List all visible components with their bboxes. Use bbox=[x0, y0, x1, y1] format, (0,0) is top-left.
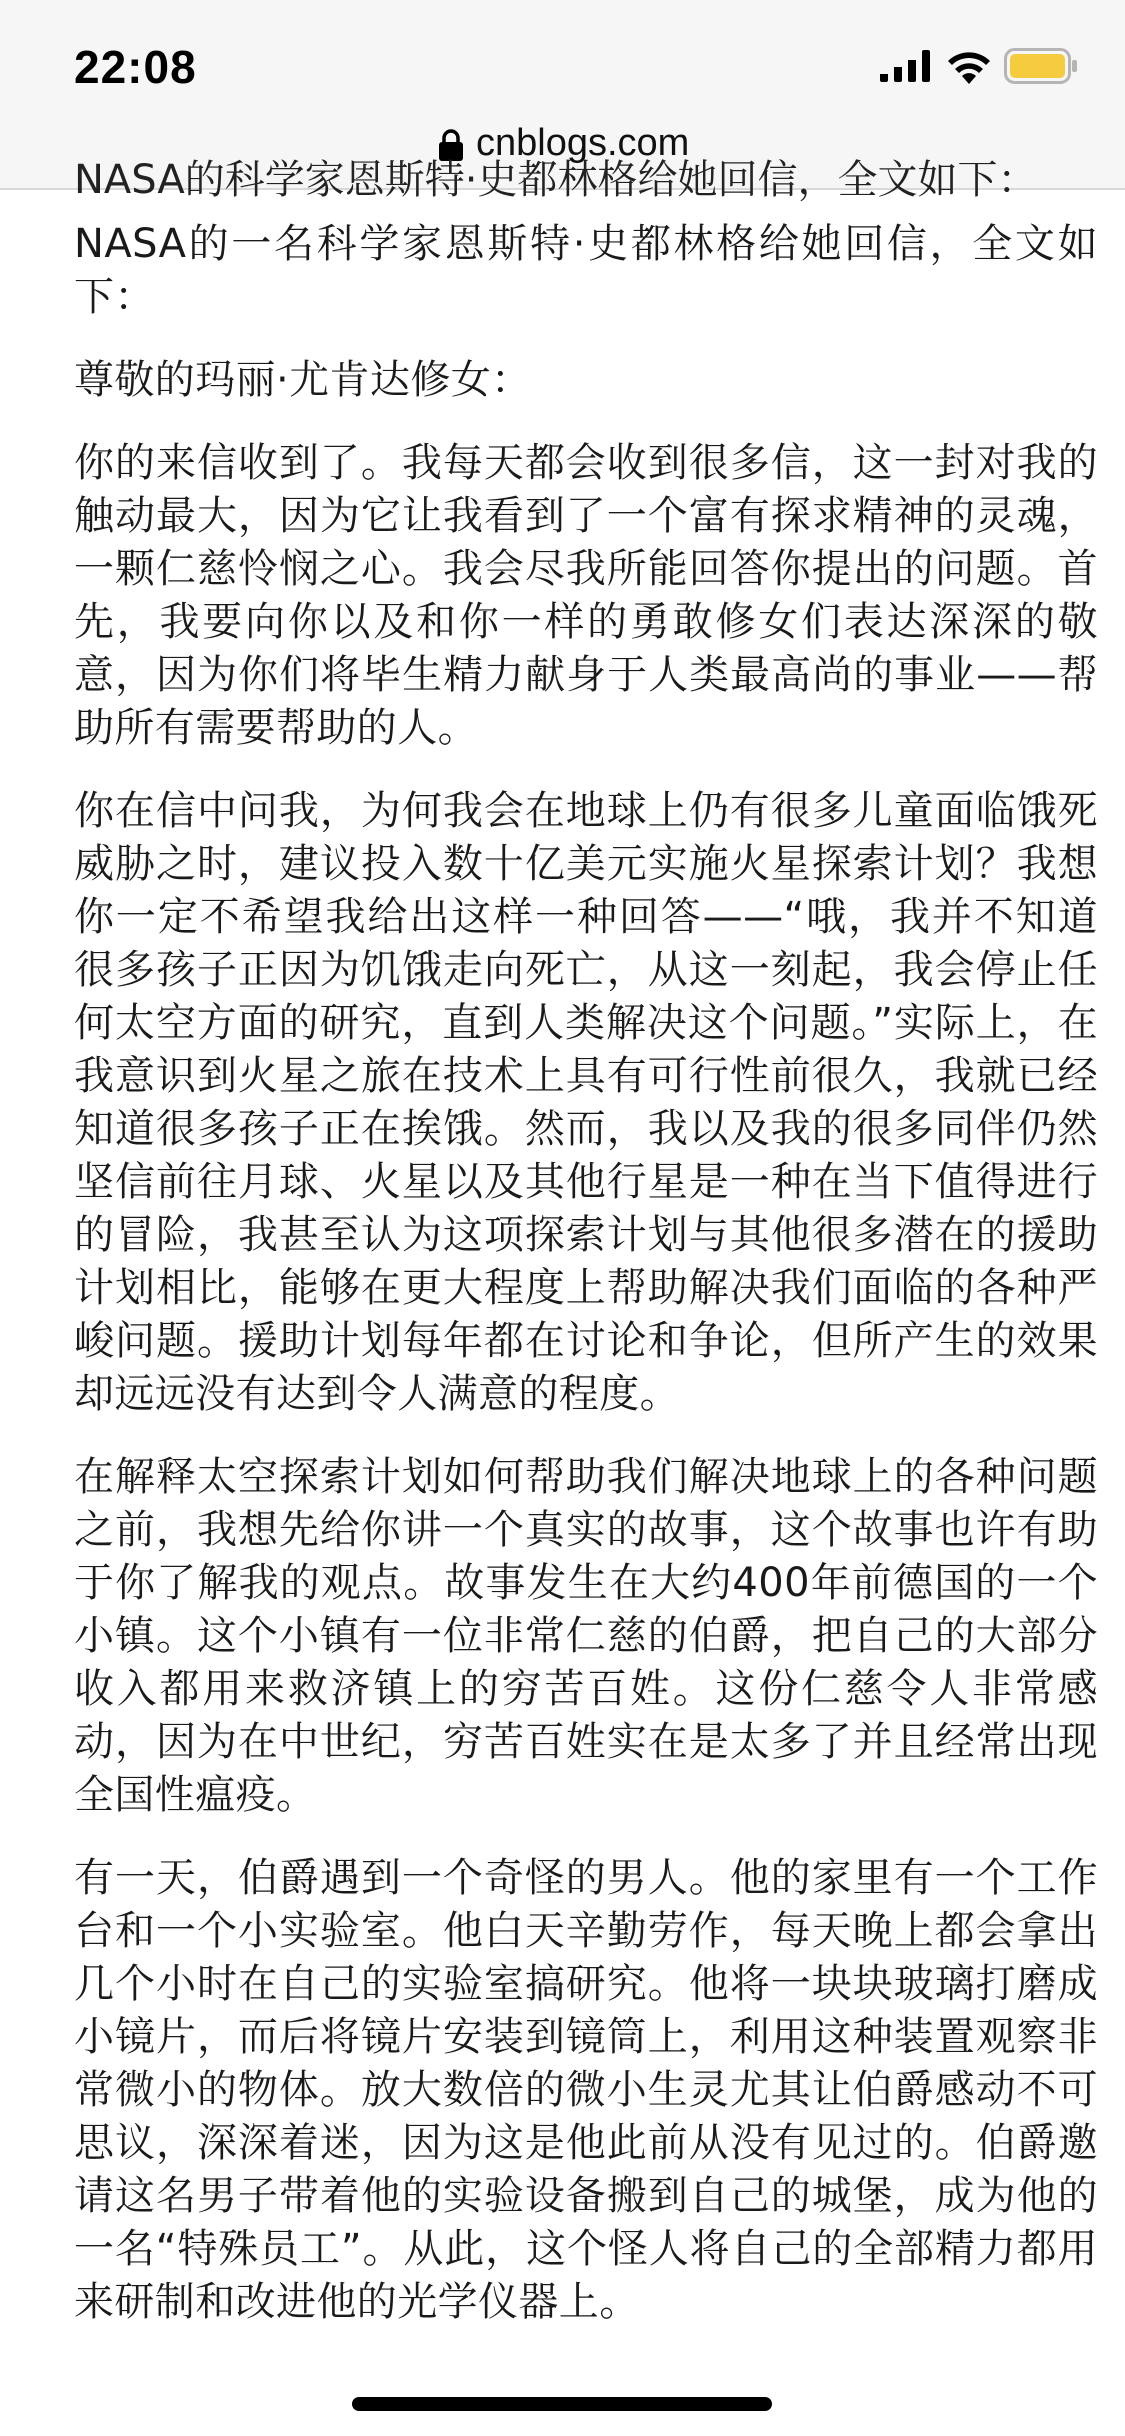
clipped-text-line bbox=[74, 157, 1098, 203]
url-text[interactable]: cnblogs.com bbox=[476, 122, 690, 164]
clipped-text: NASA的科学家恩斯特·史都林格给她回信，全文如下： bbox=[74, 157, 1038, 203]
article-paragraph: 你的来信收到了。我每天都会收到很多信，这一封对我的触动最大，因为它让我看到了一个富有探求精神的灵魂，一颗仁慈怜悯之心。我会尽我所能回答你提出的问题。首先，我要向你以及和你一样的勇敢修女们表达深深的敬意，因为你们将毕生精力献身于人类最高尚的事业——帮助所有需要帮助的人。 bbox=[74, 440, 1098, 751]
article-paragraph: 尊敬的玛丽·尤肯达修女： bbox=[74, 357, 532, 403]
wifi-icon bbox=[946, 46, 992, 84]
battery-icon bbox=[1004, 48, 1078, 84]
article-content bbox=[74, 157, 1098, 2436]
cellular-signal-icon bbox=[880, 50, 932, 82]
clock: 22:08 bbox=[74, 41, 197, 93]
article-paragraph: 你在信中问我，为何我会在地球上仍有很多儿童面临饿死威胁之时，建议投入数十亿美元实施火星探索计划？我想你一定不希望我给出这样一种回答——“哦，我并不知道很多孩子正因为饥饿走向死亡，从这一刻起，我会停止任何太空方面的研究，直到人类解决这个问题。”实际上，在我意识到火星之旅在技术上具有可行性前很久，我就已经知道很多孩子正在挨饿。然而，我以及我的很多同伴仍然坚信前往月球、火星以及其他行星是一种在当下值得进行的冒险，我甚至认为这项探索计划与其他很多潜在的援助计划相比，能够在更大程度上帮助解决我们面临的各种严峻问题。援助计划每年都在讨论和争论，但所产生的效果却远远没有达到令人满意的程度。 bbox=[74, 788, 1098, 1417]
article-paragraph: 有一天，伯爵遇到一个奇怪的男人。他的家里有一个工作台和一个小实验室。他白天辛勤劳作，每天晚上都会拿出几个小时在自己的实验室搞研究。他将一块块玻璃打磨成小镜片，而后将镜片安装到镜筒上，利用这种装置观察非常微小的物体。放大数倍的微小生灵尤其让伯爵感动不可思议，深深着迷，因为这是他此前从没有见过的。伯爵邀请这名男子带着他的实验设备搬到自己的城堡，成为他的一名“特殊员工”。从此，这个怪人将自己的全部精力都用来研制和改进他的光学仪器上。 bbox=[74, 1855, 1098, 2325]
article-paragraph: NASA的一名科学家恩斯特·史都林格给她回信，全文如下： bbox=[74, 221, 1098, 320]
article-paragraph: 在解释太空探索计划如何帮助我们解决地球上的各种问题之前，我想先给你讲一个真实的故事，这个故事也许有助于你了解我的观点。故事发生在大约400年前德国的一个小镇。这个小镇有一位非常仁慈的伯爵，把自己的大部分收入都用来救济镇上的穷苦百姓。这份仁慈令人非常感动，因为在中世纪，穷苦百姓实在是太多了并且经常出现全国性瘟疫。 bbox=[74, 1454, 1098, 1818]
home-indicator[interactable] bbox=[352, 2397, 772, 2411]
